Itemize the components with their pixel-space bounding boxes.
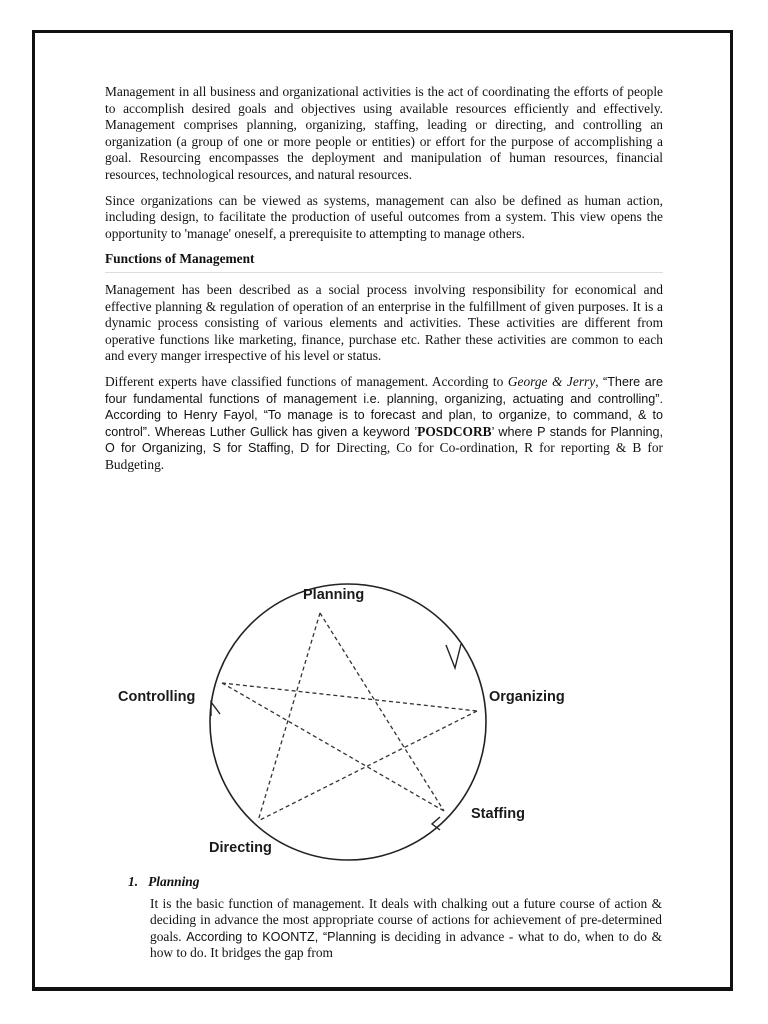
label-staffing: Staffing <box>471 806 525 822</box>
arrow-head <box>446 644 461 668</box>
management-functions-diagram <box>100 575 600 865</box>
label-planning: Planning <box>303 587 365 603</box>
label-directing: Directing <box>209 840 272 856</box>
functions-paragraph-2 <box>105 374 663 474</box>
star-line <box>258 711 477 821</box>
functions-paragraph-1: Management has been described as a social process involving responsibility for economical and effective planning & regulation of operation of an enterprise in the fulfillment of given purposes. It is a dynamic process consisting of various elements and activities. These activities are different from operative functions like marketing, finance, purchase etc. Rather these activities are common to each and every manger irrespective of his level or status. <box>105 281 663 364</box>
star-line <box>222 683 444 811</box>
text-run-italic: George & Jerry <box>507 373 596 389</box>
intro-paragraph-2: Since organizations can be viewed as systems, management can also be defined as human action, including design, to facilitate the production of useful outcomes from a system. This view opens the opportunity to 'manage' oneself, a prerequisite to attempting to manage others. <box>105 192 663 241</box>
list-number: 1. <box>128 874 139 889</box>
planning-title <box>128 874 662 891</box>
pentagram-lines <box>222 613 477 821</box>
quote-run: “There are four fundamental functions of management i.e. planning, organizing, actuating and controlling”. According to Henry Fayol, “To manage is to forecast and plan, to organize, to command, & to control”. Whereas Luther Gullick has given a keyword ’ <box>105 374 663 439</box>
text-run: , <box>595 373 604 389</box>
star-line <box>258 613 320 821</box>
text-run: deciding in advance - what to do, when to do & how to do. It bridges the gap from <box>150 928 663 961</box>
arrow-head <box>211 702 220 716</box>
document-body <box>105 84 663 482</box>
star-line <box>320 613 444 811</box>
text-run: Different experts have classified functions of management. According to <box>105 373 508 389</box>
text-run: Directing, Co for Co-ordination, R for reporting & B for Budgeting. <box>105 440 663 472</box>
label-controlling: Controlling <box>118 689 196 705</box>
planning-section <box>128 874 662 962</box>
intro-paragraph-1: Management in all business and organizational activities is the act of coordinating the efforts of people to accomplish desired goals and objectives using available resources efficiently and effectively. Management comprises planning, organizing, staffing, leading or directing, and controlling an organization (a group of one or more people or entities) or effort for the purpose of accomplishing a goal. Resourcing encompasses the deployment and manipulation of human resources, financial resources, technological resources, and natural resources. <box>105 84 663 182</box>
arrowheads <box>211 644 461 830</box>
section-heading: Functions of Management <box>105 251 663 273</box>
keyword: POSDCORB <box>417 423 492 439</box>
planning-title-text: Planning <box>148 874 200 889</box>
quote-run: According to KOONTZ, “Planning is <box>186 929 391 944</box>
quote-run: ’ where P stands for Planning, O for Organizing, S for Staffing, D for <box>105 424 663 456</box>
cycle-circle <box>210 584 486 860</box>
label-organizing: Organizing <box>489 689 565 705</box>
planning-body <box>150 896 662 962</box>
star-line <box>222 683 477 711</box>
text-run: It is the basic function of management. It deals with chalking out a future course of action & deciding in advance the most appropriate course of actions for achievement of pre-determined goals. <box>150 895 662 944</box>
